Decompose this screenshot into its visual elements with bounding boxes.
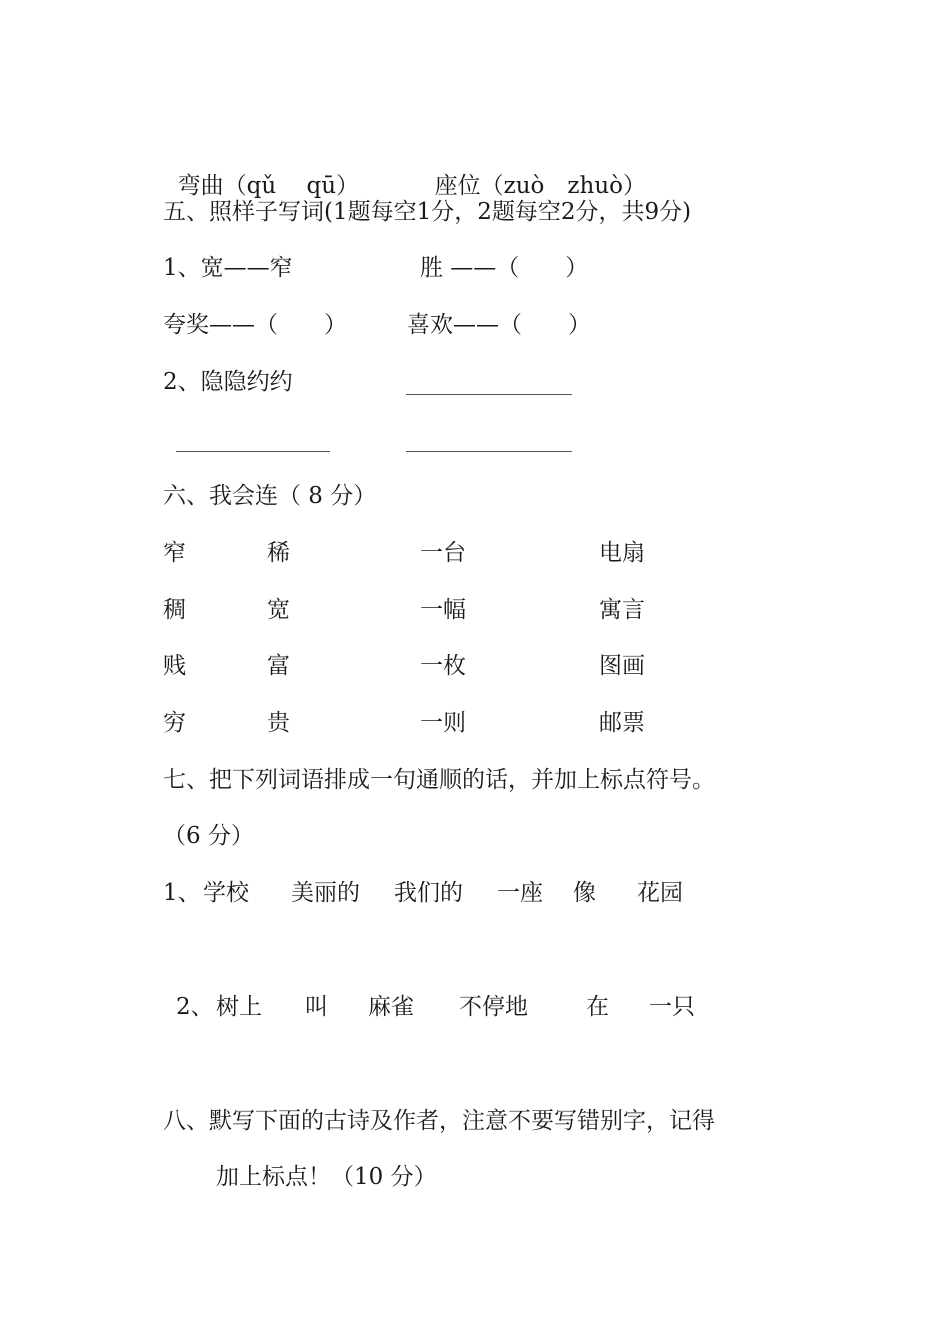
section-7-title: 七、把下列词语排成一句通顺的话，并加上标点符号。 [163, 767, 715, 793]
word-chip: 学校 [203, 880, 249, 906]
pinyin-item-1 [163, 141, 359, 201]
section-5-title: 五、照样子写词(1题每空1分，2题每空2分，共9分) [163, 199, 692, 225]
word-chip: 不停地 [459, 994, 528, 1020]
section-5-q2-example: 2、隐隐约约 [163, 369, 293, 395]
section-7-score: （6 分） [163, 823, 254, 849]
word-chip: 花园 [637, 880, 683, 906]
match-col2-item[interactable]: 宽 [267, 597, 290, 623]
pinyin-item-2 [420, 141, 646, 201]
match-col4-item[interactable]: 邮票 [599, 710, 645, 736]
word-chip: 像 [573, 880, 596, 906]
match-col4-item[interactable]: 寓言 [599, 597, 645, 623]
word-chip: 美丽的 [291, 880, 360, 906]
word-chip: 一只 [649, 994, 695, 1020]
section-7-q2-number: 2、 [176, 994, 214, 1020]
word-chip: 麻雀 [368, 994, 414, 1020]
match-col3-item[interactable]: 一幅 [420, 597, 466, 623]
match-col4-item[interactable]: 电扇 [599, 540, 645, 566]
match-col3-item[interactable]: 一枚 [420, 653, 466, 679]
match-col1-item[interactable]: 稠 [163, 597, 186, 623]
match-col2-item[interactable]: 稀 [267, 540, 290, 566]
section-7-q1-number: 1、 [163, 880, 201, 906]
match-col1-item[interactable]: 贱 [163, 653, 186, 679]
word-chip: 树上 [216, 994, 262, 1020]
match-col3-item[interactable]: 一则 [420, 710, 466, 736]
section-8-title-continued: 加上标点！（10 分） [216, 1164, 437, 1190]
section-5-q1-kuajiang: 夸奖——（ ） [163, 312, 347, 338]
section-5-q1-example: 1、宽——窄 [163, 255, 293, 281]
match-col2-item[interactable]: 贵 [267, 710, 290, 736]
match-col1-item[interactable]: 穷 [163, 710, 186, 736]
word-chip: 叫 [305, 994, 328, 1020]
answer-blank-1[interactable] [406, 394, 572, 395]
word-chip: 一座 [497, 880, 543, 906]
match-col1-item[interactable]: 窄 [163, 540, 186, 566]
word-wanqu: 弯曲 [177, 173, 224, 199]
answer-blank-2[interactable] [176, 451, 330, 452]
section-6-title: 六、我会连（ 8 分） [163, 483, 377, 509]
pinyin-choices-1: （qǔ qū） [223, 173, 360, 199]
word-chip: 我们的 [394, 880, 463, 906]
answer-blank-3[interactable] [406, 451, 572, 452]
word-zuowei: 座位 [434, 173, 481, 199]
match-col2-item[interactable]: 富 [267, 653, 290, 679]
section-5-q1-sheng: 胜 ——（ ） [420, 255, 589, 281]
match-col4-item[interactable]: 图画 [599, 653, 645, 679]
match-col3-item[interactable]: 一台 [420, 540, 466, 566]
pinyin-choices-2: （zuò zhuò） [480, 173, 646, 199]
section-5-q1-xihuan: 喜欢——（ ） [407, 312, 591, 338]
word-chip: 在 [586, 994, 609, 1020]
section-8-title: 八、默写下面的古诗及作者，注意不要写错别字，记得 [163, 1108, 715, 1134]
